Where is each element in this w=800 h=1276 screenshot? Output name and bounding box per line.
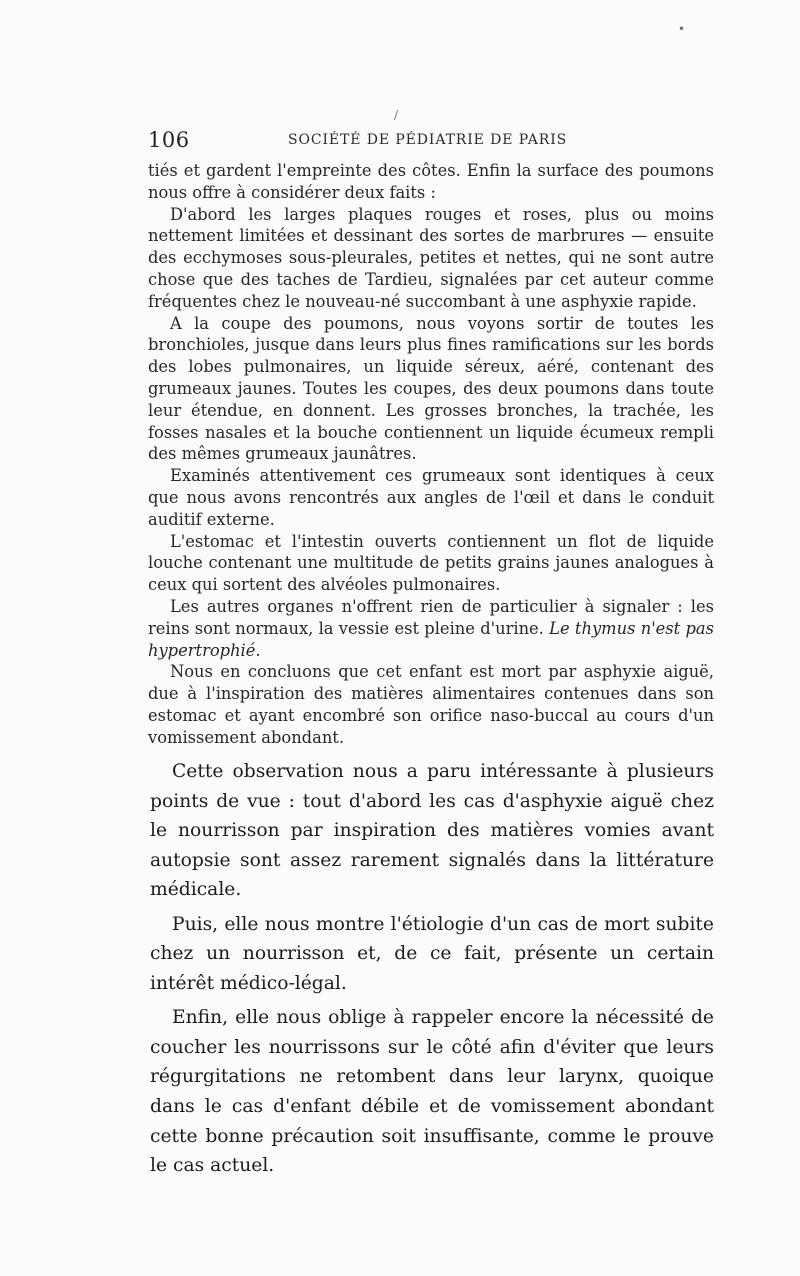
paragraph: tiés et gardent l'empreinte des côtes. Enfin la surface des poumons nous offre à considérer deux faits :: [148, 161, 714, 202]
paragraph: Nous en concluons que cet enfant est mort par asphyxie aiguë, due à l'inspiration des matières alimentaires contenues dans son estomac et ayant encombré son orifice naso-buccal au cours d'un vomissement abondant.: [148, 662, 714, 747]
paragraph: Puis, elle nous montre l'étiologie d'un cas de mort subite chez un nourrisson et, de ce fait, présente un certain intérêt médico-légal.: [150, 913, 714, 994]
speck-mark: •: [678, 22, 686, 36]
paragraph-text: Les autres organes n'offrent rien de particulier à signaler : les reins sont normaux, la vessie est pleine d'urine.: [148, 596, 714, 638]
paragraph: Enfin, elle nous oblige à rappeler encore la nécessité de coucher les nourrissons sur le côté afin d'éviter que leurs régurgitations ne retombent dans leur larynx, quoique dans le cas d'enfant débile et de vomissement abondant cette bonne précaution soit insuffisante, comme le prouve le cas actuel.: [150, 1007, 714, 1177]
paragraph: Examinés attentivement ces grumeaux sont identiques à ceux que nous avons rencontrés aux angles de l'œil et dans le conduit auditif externe.: [148, 466, 714, 529]
large-text-block: [150, 757, 714, 1185]
page-number: 106: [148, 128, 190, 152]
page-header: [148, 128, 672, 152]
paragraph: D'abord les larges plaques rouges et roses, plus ou moins nettement limitées et dessinant des sortes de marbrures — ensuite des ecchymoses sous-pleurales, petites et nettes, qui ne sont autre chose que des taches de Tardieu, signalées par cet auteur comme fréquentes chez le nouveau-né succombant à une asphyxie rapide.: [148, 204, 714, 311]
paragraph: Cette observation nous a paru intéressante à plusieurs points de vue : tout d'abord les cas d'asphyxie aiguë chez le nourrisson par inspiration des matières vomies avant autopsie sont assez rarement signalés dans la littérature médicale.: [150, 761, 714, 901]
paragraph: A la coupe des poumons, nous voyons sortir de toutes les bronchioles, jusque dans leurs plus fines ramifications sur les bords des lobes pulmonaires, un liquide séreux, aéré, contenant des grumeaux jaunes. Toutes les coupes, des deux poumons dans toute leur étendue, en donnent. Les grosses bronches, la trachée, les fosses nasales et la bouche contiennent un liquide écumeux rempli des mêmes grumeaux jaunâtres.: [148, 313, 714, 464]
italic-note: Le thymus n'est pas hypertrophié.: [148, 618, 714, 660]
small-text-block: [148, 160, 714, 749]
speck-mark: /: [394, 108, 399, 122]
running-head: SOCIÉTÉ DE PÉDIATRIE DE PARIS: [288, 132, 568, 148]
paragraph: L'estomac et l'intestin ouverts contiennent un flot de liquide louche contenant une multitude de petits grains jaunes analogues à ceux qui sortent des alvéoles pulmonaires.: [148, 531, 714, 595]
paragraph: [148, 596, 714, 661]
